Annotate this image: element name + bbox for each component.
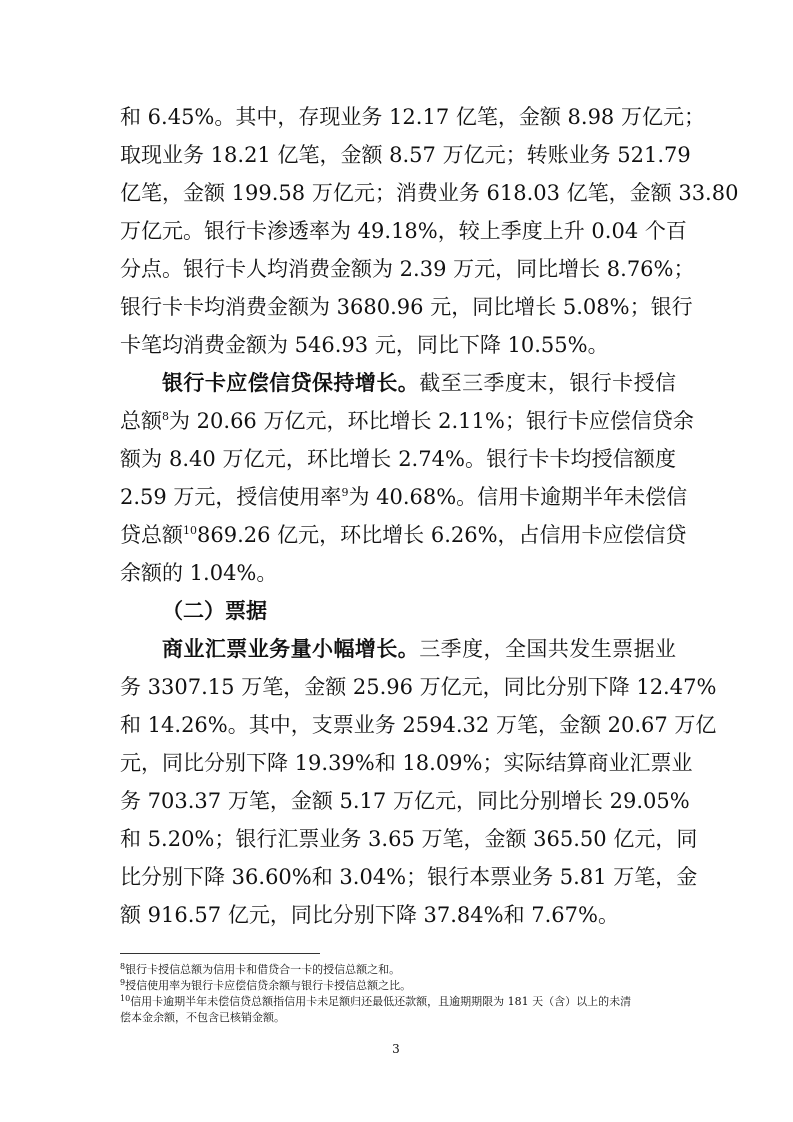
paragraph-credit-line: 余额的 1.04%。: [120, 561, 278, 585]
text-span: 为 40.68%。信用卡逾期半年未偿信: [348, 485, 688, 509]
footnote-number: 8: [120, 962, 126, 971]
body-text: [120, 98, 739, 934]
paragraph-bills-line: 比分别下降 36.60%和 3.04%；银行本票业务 5.81 万笔，金: [120, 865, 698, 889]
text-span: 869.26 亿元，环比增长 6.26%，占信用卡应偿信贷: [197, 523, 687, 547]
paragraph-bills-line: 元，同比分别下降 19.39%和 18.09%；实际结算商业汇票业: [120, 751, 693, 775]
paragraph-bills-line: 和 5.20%；银行汇票业务 3.65 万笔，金额 365.50 亿元，同: [120, 827, 698, 851]
text-line: 万亿元。银行卡渗透率为 49.18%，较上季度上升 0.04 个百: [120, 219, 687, 243]
footnote-ref-8[interactable]: 8: [162, 410, 169, 423]
paragraph-credit-line: 额为 8.40 万亿元，环比增长 2.74%。银行卡卡均授信额度: [120, 447, 676, 471]
paragraph-credit-line: [120, 402, 694, 440]
text-span: 总额: [120, 409, 162, 433]
text-span: 截至三季度末，银行卡授信: [419, 371, 677, 395]
text-span: 为 20.66 万亿元，环比增长 2.11%；银行卡应偿信贷余: [169, 409, 694, 433]
footnote-9: [120, 978, 676, 994]
text-line: 分点。银行卡人均消费金额为 2.39 万元，同比增长 8.76%；: [120, 257, 695, 281]
paragraph-bills-line: 和 14.26%。其中，支票业务 2594.32 万笔，金额 20.67 万亿: [120, 713, 717, 737]
paragraph-credit-line: [120, 364, 676, 402]
text-span: 三季度，全国共发生票据业: [419, 637, 677, 661]
text-line: 和 6.45%。其中，存现业务 12.17 亿笔，金额 8.98 万亿元；: [120, 105, 705, 129]
text-line: 银行卡卡均消费金额为 3680.96 元，同比增长 5.08%；银行: [120, 295, 693, 319]
footnote-ref-9[interactable]: 9: [341, 486, 349, 499]
paragraph-bills-line: 务 703.37 万笔，金额 5.17 万亿元，同比分别增长 29.05%: [120, 789, 690, 813]
text-span: 2.59 万元，授信使用率: [120, 485, 342, 509]
paragraph-bills-line: 额 916.57 亿元，同比分别下降 37.84%和 7.67%。: [120, 903, 619, 927]
paragraph-bills-line: 务 3307.15 万笔，金额 25.96 万亿元，同比分别下降 12.47%: [120, 675, 717, 699]
footnote-8: [120, 962, 676, 978]
paragraph-heading-bills: 商业汇票业务量小幅增长。: [162, 637, 420, 661]
page-number: 3: [392, 1042, 400, 1056]
footnote-ref-10[interactable]: 10: [183, 524, 197, 537]
footnote-number: 10: [120, 994, 131, 1003]
footnote-text: 信用卡逾期半年未偿信贷总额指信用卡未足额归还最低还款额，且逾期期限为 181 天（含）以上的未清: [130, 995, 632, 1008]
text-line: 取现业务 18.21 亿笔，金额 8.57 万亿元；转账业务 521.79: [120, 143, 691, 167]
footnote-10-continued: 偿本金余额，不包含已核销金额。: [120, 1011, 285, 1024]
footnote-text: 授信使用率为银行卡应偿信贷余额与银行卡授信总额之比。: [125, 979, 412, 992]
paragraph-heading-credit: 银行卡应偿信贷保持增长。: [162, 371, 420, 395]
footnote-divider: [120, 953, 320, 954]
footnotes: [120, 962, 676, 1026]
footnote-number: 9: [120, 978, 126, 987]
footnote-10: [120, 994, 676, 1010]
section-title: （二）票据: [162, 599, 267, 623]
text-line: 亿笔，金额 199.58 万亿元；消费业务 618.03 亿笔，金额 33.80: [120, 181, 739, 205]
text-line: 卡笔均消费金额为 546.93 元，同比下降 10.55%。: [120, 333, 609, 357]
paragraph-bills-line: [120, 630, 676, 668]
paragraph-credit-line: [120, 478, 688, 516]
paragraph-credit-line: [120, 516, 687, 554]
footnote-text: 银行卡授信总额为信用卡和借贷合一卡的授信总额之和。: [125, 963, 401, 976]
text-span: 贷总额: [120, 523, 183, 547]
